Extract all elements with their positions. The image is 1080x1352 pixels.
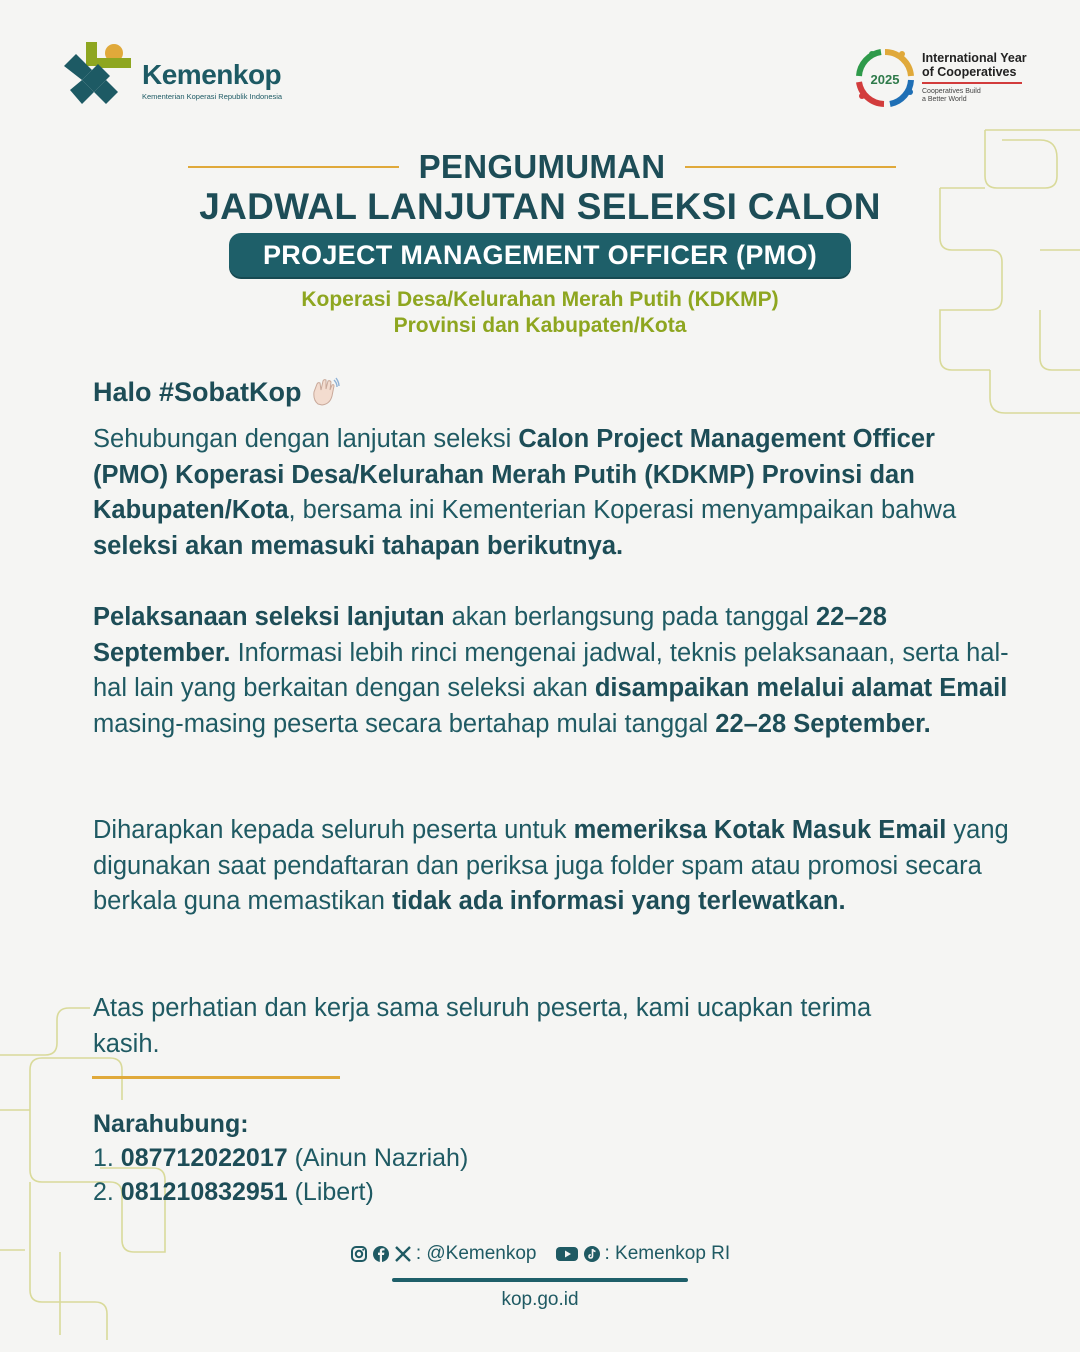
footer-social xyxy=(0,1243,1080,1265)
paragraph-closing: Atas perhatian dan kerja sama seluruh peserta, kami ucapkan terima kasih. xyxy=(93,994,872,1058)
contact-item xyxy=(93,1144,468,1173)
iyc-title-line1: International Year xyxy=(922,51,1027,65)
kemenkop-emblem-icon xyxy=(62,40,134,108)
tiktok-icon[interactable] xyxy=(583,1245,601,1263)
youtube-handle[interactable]: : Kemenkop RI xyxy=(604,1243,731,1264)
p2-bold2: 22–28 September. xyxy=(93,603,887,667)
paragraph-intro xyxy=(93,422,1013,564)
subtitle-line2: Provinsi dan Kabupaten/Kota xyxy=(393,314,687,337)
p2-bold1: Pelaksanaan seleksi lanjutan xyxy=(93,603,445,631)
brand-subtitle: Kementerian Koperasi Republik Indonesia xyxy=(142,91,283,101)
facebook-icon[interactable] xyxy=(372,1245,390,1263)
contact-name: (Ainun Nazriah) xyxy=(287,1144,469,1172)
title-main: JADWAL LANJUTAN SELEKSI CALON xyxy=(199,186,881,227)
p1-text2: , bersama ini Kementerian Koperasi menyampaikan bahwa xyxy=(288,496,957,525)
contact-title: Narahubung: xyxy=(93,1110,249,1138)
contact-item xyxy=(93,1178,374,1207)
iyc-tagline-line1: Cooperatives Build xyxy=(922,87,981,95)
youtube-icon[interactable] xyxy=(555,1245,579,1263)
p2-bold3: disampaikan melalui alamat Email xyxy=(594,674,1008,703)
p3-text1: Diharapkan kepada seluruh peserta untuk xyxy=(93,816,574,844)
waving-hand-icon xyxy=(308,376,340,408)
title-announcement: PENGUMUMAN xyxy=(418,148,666,185)
footer-bar xyxy=(392,1278,688,1282)
paragraph-schedule xyxy=(93,600,1013,742)
p3-bold2: tidak ada informasi yang terlewatkan. xyxy=(392,887,846,916)
p1-bold2: seleksi akan memasuki tahapan berikutnya. xyxy=(93,531,624,560)
kemenkop-logo xyxy=(62,40,282,108)
p2-text1: akan berlangsung pada tanggal xyxy=(444,603,816,631)
iyc-ring-icon xyxy=(854,46,916,110)
paragraph-email-check xyxy=(93,813,1013,920)
contact-number-index: 1. xyxy=(93,1144,121,1172)
title-row xyxy=(188,148,896,186)
p3-text2: yang digunakan saat pendaftaran dan periksa juga folder spam atau promosi secara berkala guna memastikan xyxy=(93,816,1009,916)
title-line-right xyxy=(685,166,896,168)
title-pill: PROJECT MANAGEMENT OFFICER (PMO) xyxy=(229,233,851,277)
iyc-title-line2: of Cooperatives xyxy=(922,65,1017,79)
instagram-icon[interactable] xyxy=(350,1245,368,1263)
subtitle-line1: Koperasi Desa/Kelurahan Merah Putih (KDKMP) xyxy=(301,288,779,311)
p2-bold4: 22–28 September. xyxy=(715,709,931,738)
p3-bold1: memeriksa Kotak Masuk Email xyxy=(573,816,947,844)
iyc-2025-logo xyxy=(854,46,1027,110)
title-line-left xyxy=(188,166,399,168)
brand-name: Kemenkop xyxy=(142,58,282,90)
social-handle[interactable]: : @Kemenkop xyxy=(415,1243,537,1264)
contact-phone[interactable]: 087712022017 xyxy=(120,1144,288,1172)
iyc-year: 2025 xyxy=(870,72,900,87)
contact-number-index: 2. xyxy=(93,1178,121,1206)
p2-text3: masing-masing peserta secara bertahap mulai tanggal xyxy=(93,709,716,738)
iyc-tagline-line2: a Better World xyxy=(922,95,967,103)
section-divider xyxy=(92,1076,340,1079)
greeting-text: Halo #SobatKop xyxy=(93,376,302,407)
p1-bold1: Calon Project Management Officer (PMO) Koperasi Desa/Kelurahan Merah Putih (KDKMP) Provinsi dan Kabupaten/Kota xyxy=(93,425,935,525)
contact-name: (Libert) xyxy=(287,1178,374,1206)
p1-text1: Sehubungan dengan lanjutan seleksi xyxy=(93,425,519,453)
x-icon[interactable] xyxy=(394,1245,412,1263)
contact-phone[interactable]: 081210832951 xyxy=(120,1178,288,1206)
website-link[interactable]: kop.go.id xyxy=(501,1289,579,1310)
greeting xyxy=(93,376,340,408)
p2-text2: Informasi lebih rinci mengenai jadwal, teknis pelaksanaan, serta hal-hal lain yang berkaitan dengan seleksi akan xyxy=(93,638,1009,703)
iyc-divider xyxy=(922,82,1022,84)
decorative-outline-right xyxy=(930,128,1080,418)
